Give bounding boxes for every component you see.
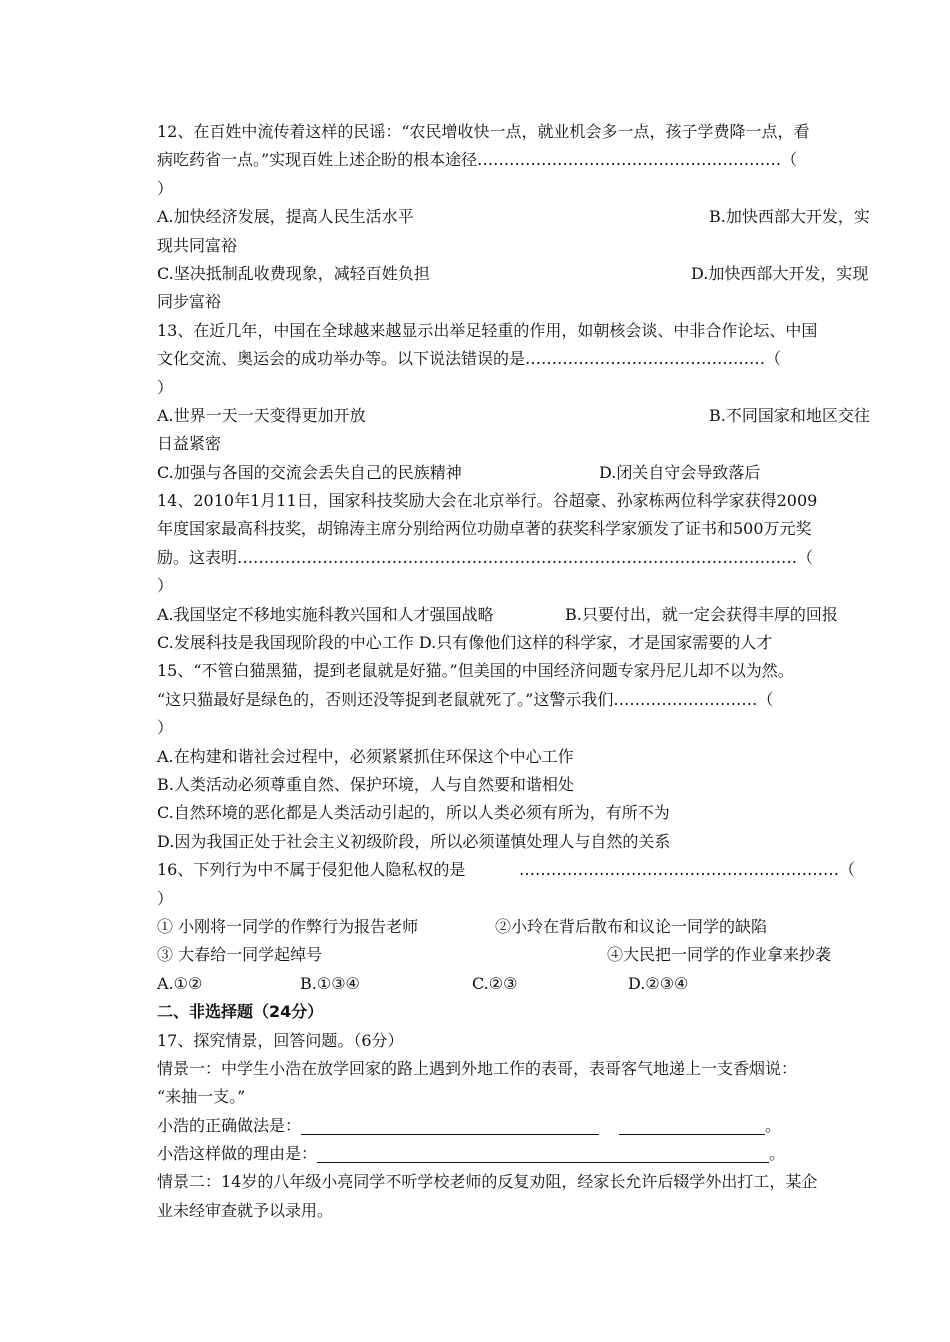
q12-option-b-cont: 现共同富裕 xyxy=(157,235,238,255)
answer1-end: 。 xyxy=(765,1115,782,1135)
q12-option-c: C.坚决抵制乱收费现象，减轻百姓负担 xyxy=(157,263,430,283)
q13-option-a: A.世界一天一天变得更加开放 xyxy=(157,405,366,425)
q13-options-ab xyxy=(157,402,909,430)
q12-option-d: D.加快西部大开发，实现 xyxy=(691,263,869,283)
exam-page xyxy=(157,118,909,1225)
q12-line3: ） xyxy=(157,178,174,198)
q15-option-a: A.在构建和谐社会过程中，必须紧紧抓住环保这个中心工作 xyxy=(157,746,574,766)
q13-option-b: B.不同国家和地区交往 xyxy=(709,405,870,425)
q16-item-1: ① 小刚将一同学的作弊行为报告老师 xyxy=(157,916,419,936)
q14-line3: 励。这表明……………………………………………………………………………………………（ xyxy=(157,547,814,567)
q12-option-a: A.加快经济发展，提高人民生活水平 xyxy=(157,207,414,227)
q16-line1 xyxy=(157,856,909,884)
q16-line2: ） xyxy=(157,888,174,908)
q14-line2: 年度国家最高科技奖，胡锦涛主席分别给两位功勋卓著的获奖科学家颁发了证书和500万元奖 xyxy=(157,519,812,539)
q16-option-a: A.①② xyxy=(157,973,203,993)
q17-title: 17、探究情景，回答问题。（6分） xyxy=(157,1030,404,1050)
q16-item-4: ④大民把一同学的作业拿来抄袭 xyxy=(607,945,832,965)
q14-option-b: B.只要付出，就一定会获得丰厚的回报 xyxy=(565,604,838,624)
q15-line2: “这只猫最好是绿色的，否则还没等捉到老鼠就死了。”这警示我们………………………（ xyxy=(157,689,774,709)
q17-scenario2-line1: 情景二：14岁的八年级小亮同学不听学校老师的反复劝阻，经家长允许后辍学外出打工，某企 xyxy=(157,1172,818,1192)
q14-options-cd: C.发展科技是我国现阶段的中心工作 D.只有像他们这样的科学家，才是国家需要的人才 xyxy=(157,633,773,653)
answer2-label: 小浩这样做的理由是： xyxy=(157,1144,318,1164)
q13-options-cd xyxy=(157,459,909,487)
q14-option-a: A.我国坚定不移地实施科教兴国和人才强国战略 xyxy=(157,604,494,624)
q17-answer1 xyxy=(157,1112,909,1140)
q17-scenario1-line1: 情景一：中学生小浩在放学回家的路上遇到外地工作的表哥，表哥客气地递上一支香烟说： xyxy=(157,1058,798,1078)
q15-option-b: B.人类活动必须尊重自然、保护环境，人与自然要和谐相处 xyxy=(157,774,574,794)
q12-option-b: B.加快西部大开发，实 xyxy=(709,207,870,227)
q12-line1: 12、在百姓中流传着这样的民谣：“农民增收快一点，就业机会多一点，孩子学费降一点，看 xyxy=(157,122,810,141)
q13-line2: 文化交流、奥运会的成功举办等。以下说法错误的是………………………………………（ xyxy=(157,349,782,369)
q15-line1: 15、“不管白猫黑猫，提到老鼠就是好猫。”但美国的中国经济问题专家丹尼儿却不以为然。 xyxy=(157,661,794,681)
section-title: 二、非选择题（24分） xyxy=(157,1002,324,1022)
q13-line3: ） xyxy=(157,377,174,397)
q14-line4: ） xyxy=(157,576,174,596)
answer1-blank-a[interactable] xyxy=(301,1116,599,1135)
answer2-end: 。 xyxy=(769,1144,786,1164)
q13-option-c: C.加强与各国的交流会丢失自己的民族精神 xyxy=(157,462,462,482)
q16-option-b: B.①③④ xyxy=(300,973,360,993)
q17-scenario1-line2: “来抽一支。” xyxy=(157,1087,246,1107)
q16-option-c: C.②③ xyxy=(472,973,518,993)
answer2-blank[interactable] xyxy=(317,1144,769,1163)
q14-options-ab xyxy=(157,601,909,629)
q17-answer2 xyxy=(157,1140,909,1168)
q15-option-c: C.自然环境的恶化都是人类活动引起的，所以人类必须有所为，有所不为 xyxy=(157,803,670,823)
q13-line1: 13、在近几年，中国在全球越来越显示出举足轻重的作用，如朝核会谈、中非合作论坛、中国 xyxy=(157,320,818,340)
q15-option-d: D.因为我国正处于社会主义初级阶段，所以必须谨慎处理人与自然的关系 xyxy=(157,831,671,851)
q12-options-ab xyxy=(157,203,909,231)
q12-option-d-cont: 同步富裕 xyxy=(157,292,222,312)
q17-scenario2-line2: 业未经审查就予以录用。 xyxy=(157,1200,334,1220)
q16-options xyxy=(157,970,909,998)
q14-line1: 14、2010年1月11日，国家科技奖励大会在北京举行。谷超豪、孙家栋两位科学家获得2009 xyxy=(157,491,818,511)
q16-stem: 16、下列行为中不属于侵犯他人隐私权的是 xyxy=(157,860,466,880)
q12-options-cd xyxy=(157,260,909,288)
q16-items-34 xyxy=(157,941,909,969)
q13-option-d: D.闭关自守会导致落后 xyxy=(599,462,761,482)
answer1-blank-b[interactable] xyxy=(619,1116,765,1135)
q12-line2: 病吃药省一点。”实现百姓上述企盼的根本途径…………………………………………………（ xyxy=(157,150,798,170)
q16-items-12 xyxy=(157,913,909,941)
q16-item-3: ③ 大春给一同学起绰号 xyxy=(157,945,323,965)
q16-dots: ……………………………………………………（ xyxy=(519,860,856,880)
answer1-label: 小浩的正确做法是： xyxy=(157,1115,302,1135)
q16-item-2: ②小玲在背后散布和议论一同学的缺陷 xyxy=(495,916,768,936)
q15-line3: ） xyxy=(157,718,174,738)
q13-option-b-cont: 日益紧密 xyxy=(157,434,222,454)
q16-option-d: D.②③④ xyxy=(628,973,689,993)
